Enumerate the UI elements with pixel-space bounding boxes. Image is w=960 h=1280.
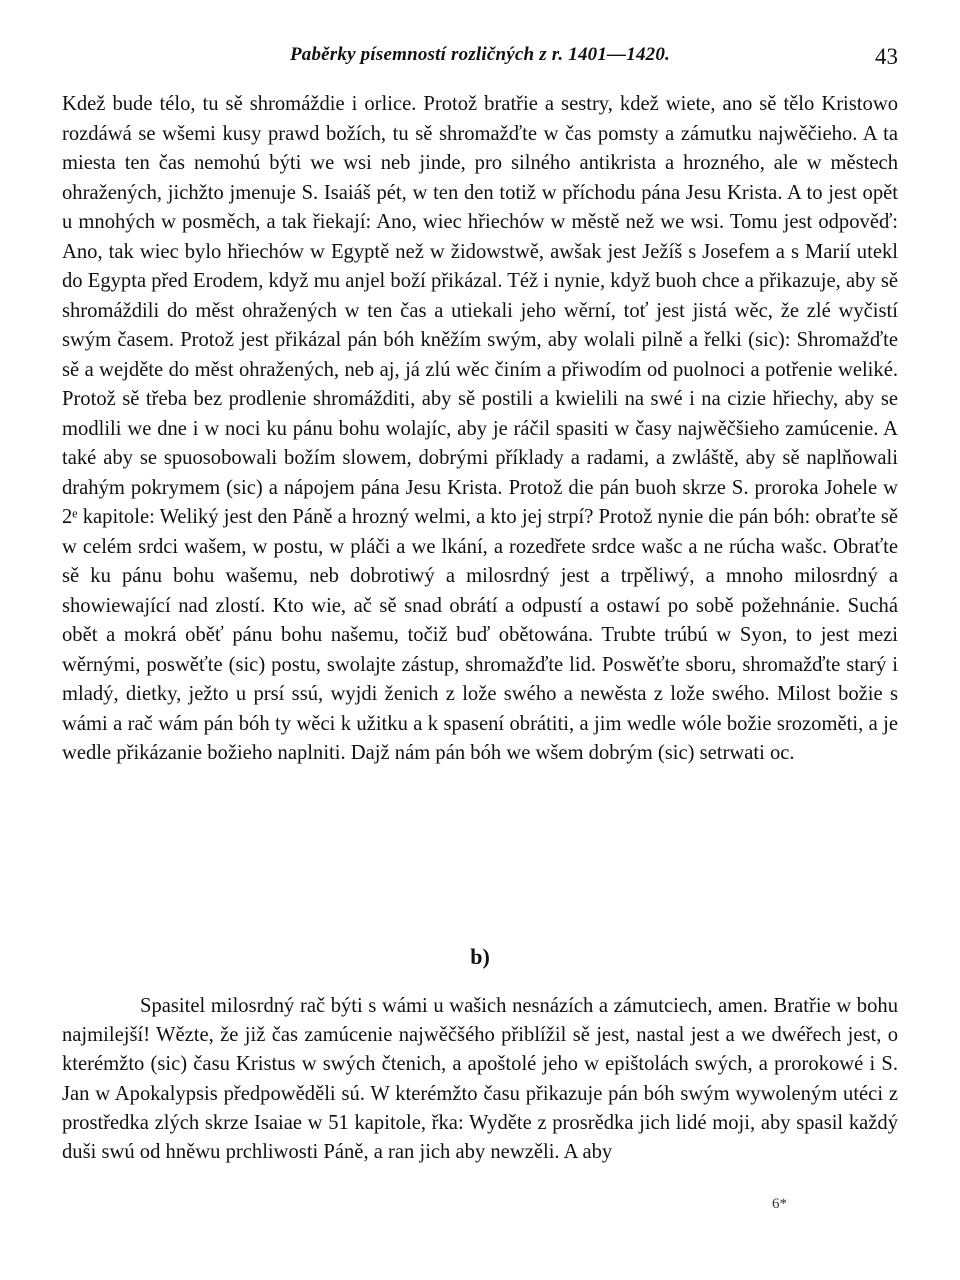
- section-heading-b: b): [470, 944, 490, 969]
- paragraph-a: Kdež bude télo, tu sě shromáždie i orlice. Protož bratřie a sestry, kdež wiete, ano sě tělo Kristowo rozdáwá se wšemi kusy prawd božích, tu sě shromažďte w čas pomsty a zámutku najwěčieho. A ta miesta ten čas nemohú býti we wsi neb jinde, pro silného antikrista a hrozného, ale w městech ohražených, jichžto jmenuje S. Isaiáš pét, w ten den totiž w příchodu pána Jesu Krista. A to jest opět u mnohých w posměch, a tak řiekají: Ano, wiec hřiechów w městě než we wsi. Tomu jest odpověď: Ano, tak wiec bylo hřiechów w Egyptě než w židowstwě, awšak jest Ježíš s Josefem a s Marií utekl do Egypta před Erodem, když mu anjel boží přikázal. Též i nynie, když buoh chce a přikazuje, aby sě shromáždili do měst ohražených w ten čas a utiekali jeho wěrní, toť jest jistá wěc, že zlé wyčistí swým časem. Protož jest přikázal pán bóh kněžím swým, aby wolali pilně a řelki (sic): Shromažďte sě a wejděte do měst ohražených, neb aj, já zlú wěc činím a přiwodím od puolnoci a potřenie weliké. Protož sě třeba bez prodlenie shromážditi, aby sě postili a kwielili na swé i na cizie hřiechy, aby se modlili we dne i w noci ku pánu bohu wolajíc, aby je ráčil spasiti w časy najwěčšieho zamúcenie. A také aby se spuosobowali božím slowem, dobrými příklady a radami, a zwláště, aby sě naplňowali drahým pokrymem (sic) a nápojem pána Jesu Krista. Protož die pán buoh skrze S. proroka Johele w 2ᵉ kapitole: Weliký jest den Páně a hrozný welmi, a kto jej strpí? Protož nynie die pán bóh: obraťte sě w celém srdci wašem, w postu, w pláči a we lkání, a rozedřete srdce wašc a ne rúcha wašc. Obraťte sě ku pánu bohu wašemu, neb dobrotiwý a milosrdný jest a trpěliwý, a mnoho milosrdný a showiewající nad zlostí. Kto wie, ač sě snad obrátí a odpustí a ostawí po sobě požehnánie. Suchá obět a mokrá oběť pánu bohu našemu, točiž buď obětowána. Trubte trúbú w Syon, to jest mezi wěrnými, poswěťte (sic) postu, swolajte zástup, shromažďte lid. Poswěťte sboru, shromažďte starý i mladý, dietky, ježto u prsí ssú, wyjdi ženich z lože swého a newěsta z lože swého. Milost božie s wámi a rač wám pán bóh ty wěci k užitku a k spasení obrátiti, a jim wedle wóle božie srozoměti, a je wedle přikázanie božieho naplniti. Dajž nám pán bóh we wšem dobrým (sic) setrwati oc.: [62, 93, 898, 764]
- section-a-text: [62, 90, 898, 769]
- running-title: Paběrky písemností rozličných z r. 1401—1420.: [289, 44, 671, 65]
- printer-signature-mark: 6*: [772, 1196, 787, 1212]
- page-number: 43: [875, 44, 898, 69]
- page-header: [62, 38, 898, 74]
- section-b-text: [62, 992, 898, 1167]
- paragraph-b: Spasitel milosrdný rač býti s wámi u wašich nesnázích a zámutciech, amen. Bratřie w bohu najmilejší! Wězte, že již čas zamúcenie najwěčšého přiblížil sě jest, nastal jest a we dwéřech jest, o kterémžto (sic) času Kristus w swých čtenich, a apoštolé jeho w epištolách swých, a prorokowé i S. Jan w Apokalypsis předpowěděli sú. W kterémžto času přikazuje pán bóh swým wywoleným utéci z prostředka zlých skrze Isaiae w 51 kapitole, řka: Wyděte z prosrědka jich lidé moji, aby spasil každý duši swú od hněwu prchliwosti Páně, a ran jich aby newzěli. A aby: [62, 995, 898, 1164]
